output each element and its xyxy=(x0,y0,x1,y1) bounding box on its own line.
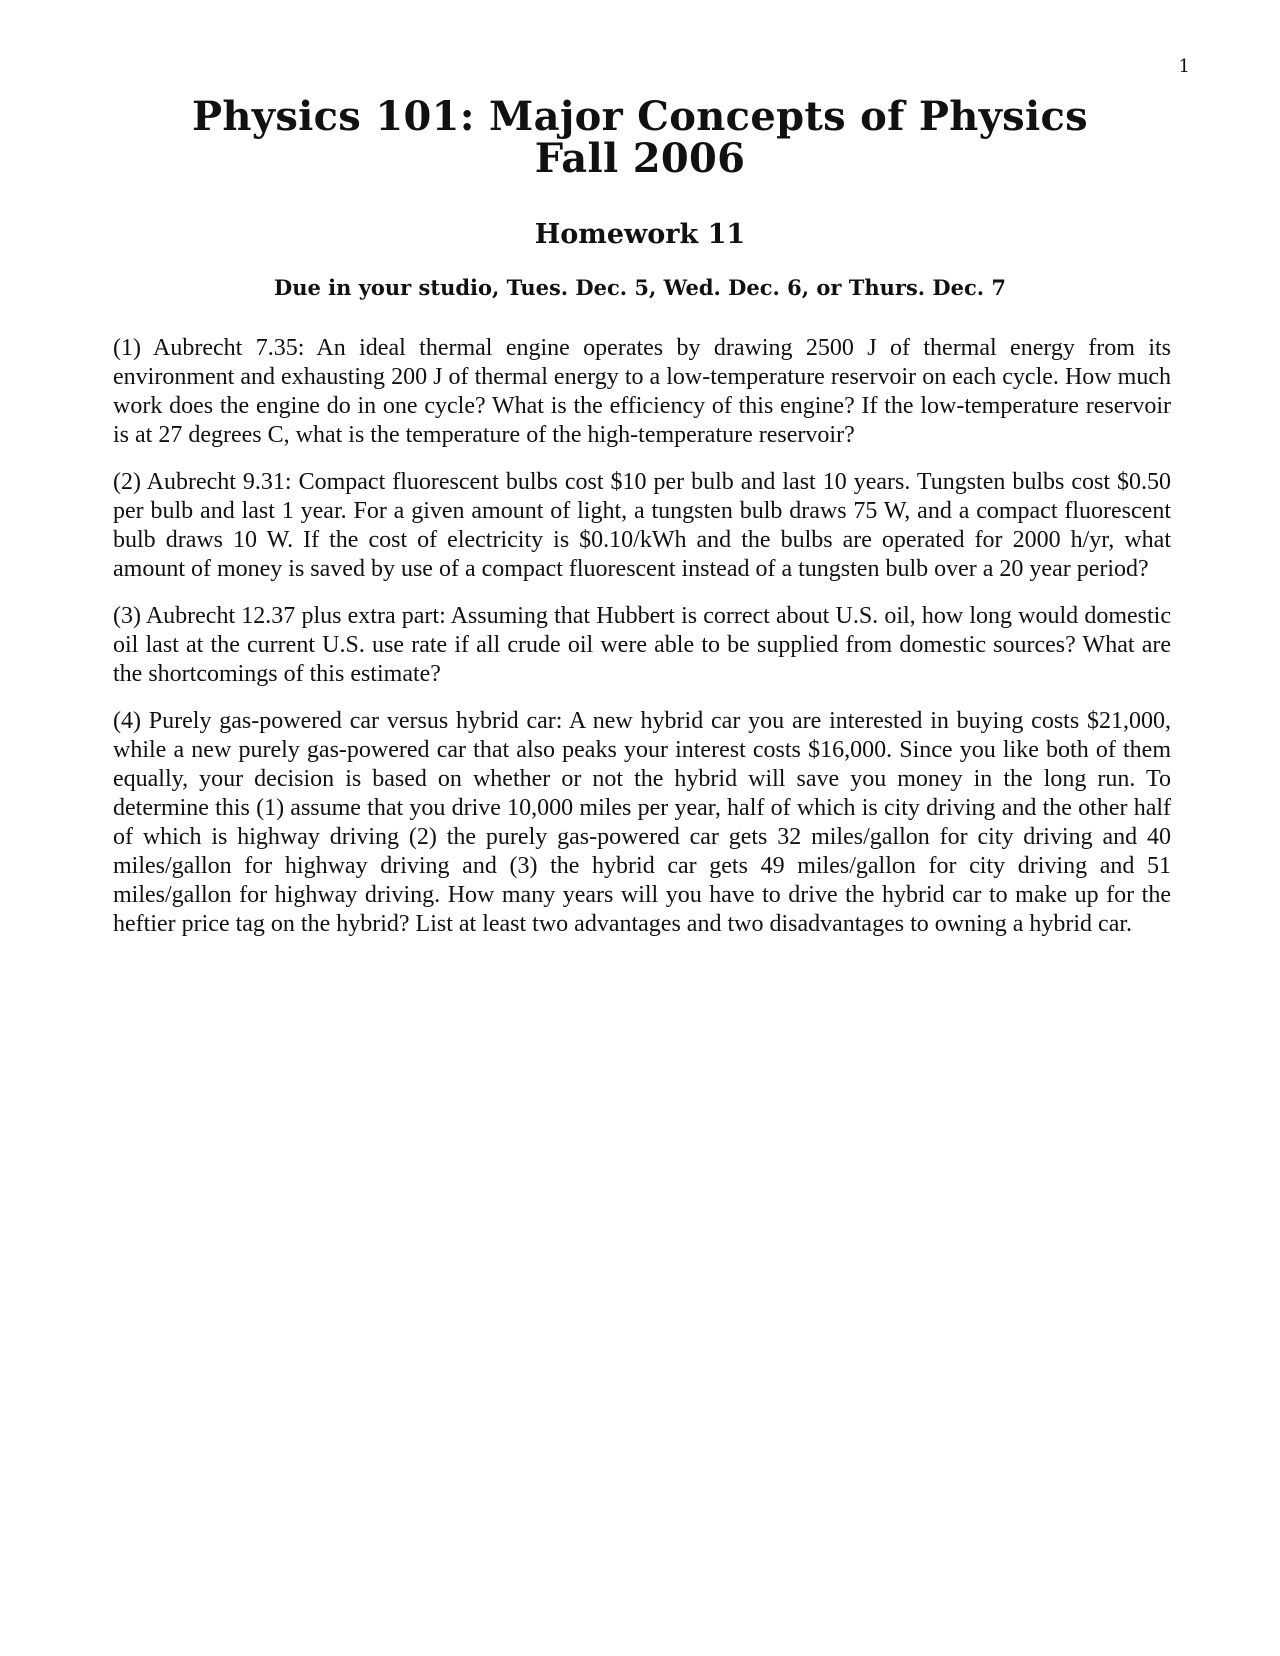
homework-heading: Homework 11 xyxy=(534,219,746,250)
title-line-2: Fall 2006 xyxy=(534,135,746,182)
problem-4: (4) Purely gas-powered car versus hybrid car: A new hybrid car you are interested in buying costs $21,000, while a new purely gas-powered car that also peaks your interest costs $16,000. Since you like both of them equally, your decision is based on whether or not the hybrid will save you money in the long run. To determine this (1) assume that you drive 10,000 miles per year, half of which is city driving and the other half of which is highway driving (2) the purely gas-powered car gets 32 miles/gallon for city driving and 40 miles/gallon for highway driving and (3) the hybrid car gets 49 miles/gallon for city driving and 51 miles/gallon for highway driving. How many years will you have to drive the hybrid car to make up for the heftier price tag on the hybrid? List at least two advantages and two disadvantages to owning a hybrid car. xyxy=(113,708,1171,937)
page-title xyxy=(0,93,1280,182)
due-date: Due in your studio, Tues. Dec. 5, Wed. Dec. 6, or Thurs. Dec. 7 xyxy=(273,275,1007,300)
problem-3: (3) Aubrecht 12.37 plus extra part: Assuming that Hubbert is correct about U.S. oil, how long would domestic oil last at the current U.S. use rate if all crude oil were able to be supplied from domestic sources? What are the shortcomings of this estimate? xyxy=(113,603,1171,687)
problem-list xyxy=(113,334,1171,957)
problem-2: (2) Aubrecht 9.31: Compact fluorescent bulbs cost $10 per bulb and last 10 years. Tungsten bulbs cost $0.50 per bulb and last 1 year. For a given amount of light, a tungsten bulb draws 75 W, and a compact fluorescent bulb draws 10 W. If the cost of electricity is $0.10/kWh and the bulbs are operated for 2000 h/yr, what amount of money is saved by use of a compact fluorescent instead of a tungsten bulb over a 20 year period? xyxy=(113,469,1171,582)
title-line-1: Physics 101: Major Concepts of Physics xyxy=(192,93,1088,140)
page-number: 1 xyxy=(1178,56,1190,77)
problem-1: (1) Aubrecht 7.35: An ideal thermal engine operates by drawing 2500 J of thermal energy from its environment and exhausting 200 J of thermal energy to a low-temperature reservoir on each cycle. How much work does the engine do in one cycle? What is the efficiency of this engine? If the low-temperature reservoir is at 27 degrees C, what is the temperature of the high-temperature reservoir? xyxy=(113,335,1171,448)
